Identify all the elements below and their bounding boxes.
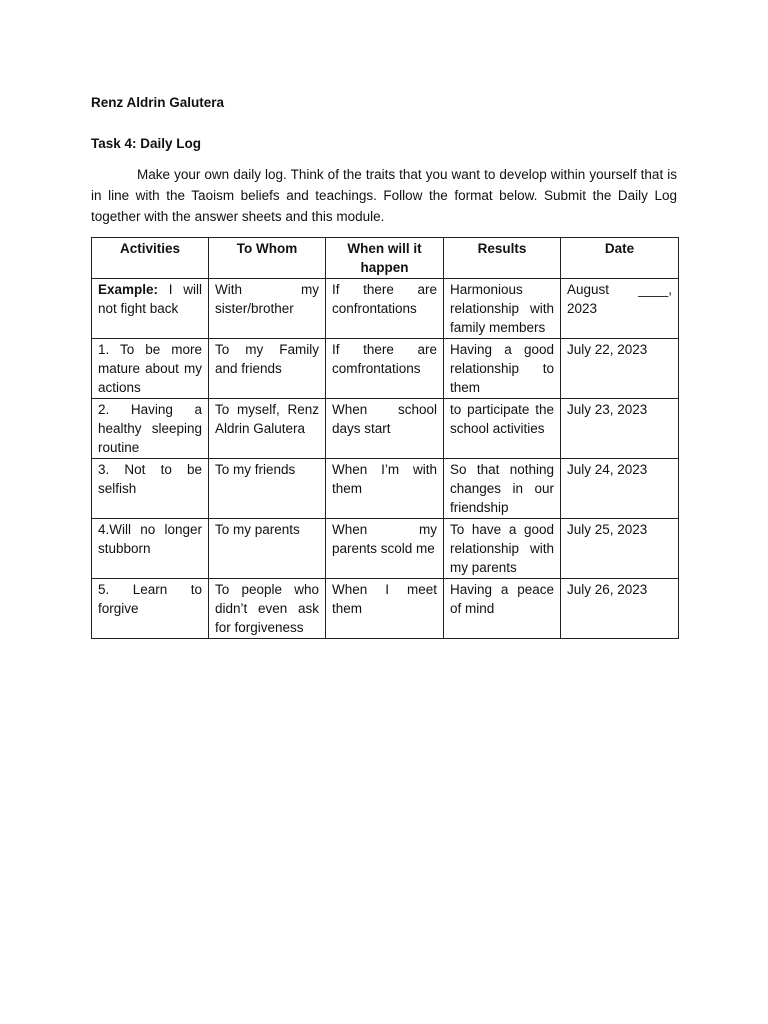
cell-activity: 3. Not to be selfish (92, 459, 209, 519)
cell-activity: 1. To be more mature about my actions (92, 339, 209, 399)
cell-to-whom: To my Family and friends (209, 339, 326, 399)
cell-date: July 26, 2023 (561, 579, 679, 639)
example-label: Example: (98, 282, 159, 297)
cell-activity: 5. Learn to forgive (92, 579, 209, 639)
header-results: Results (444, 238, 561, 279)
header-date: Date (561, 238, 679, 279)
cell-date: July 24, 2023 (561, 459, 679, 519)
cell-when: If there are confrontations (326, 279, 444, 339)
table-header-row (92, 238, 679, 279)
cell-when: When I’m with them (326, 459, 444, 519)
instructions-paragraph: Make your own daily log. Think of the traits that you want to develop within yourself that is in line with the Taoism beliefs and teachings. Follow the format below. Submit the Daily Log together with the answer sheets and this module. (91, 167, 677, 224)
cell-results: Harmonious relationship with family members (444, 279, 561, 339)
cell-when: If there are comfrontations (326, 339, 444, 399)
header-activities: Activities (92, 238, 209, 279)
cell-results: Having a good relationship to them (444, 339, 561, 399)
cell-date: July 25, 2023 (561, 519, 679, 579)
cell-to-whom: To my parents (209, 519, 326, 579)
table-row (92, 579, 679, 639)
header-when: When will it happen (326, 238, 444, 279)
cell-to-whom: To myself, Renz Aldrin Galutera (209, 399, 326, 459)
cell-when: When I meet them (326, 579, 444, 639)
table-row (92, 339, 679, 399)
cell-when: When my parents scold me (326, 519, 444, 579)
cell-activity: 4.Will no longer stubborn (92, 519, 209, 579)
cell-date: August ____, 2023 (561, 279, 679, 339)
cell-activity: 2. Having a healthy sleeping routine (92, 399, 209, 459)
example-activity: I will not fight back (98, 282, 202, 316)
cell-to-whom: To my friends (209, 459, 326, 519)
task-title: Task 4: Daily Log (91, 136, 202, 151)
daily-log-table (91, 237, 679, 639)
table-row-example (92, 279, 679, 339)
cell-date: July 22, 2023 (561, 339, 679, 399)
cell-to-whom: To people who didn’t even ask for forgiveness (209, 579, 326, 639)
table-row (92, 399, 679, 459)
cell-when: When school days start (326, 399, 444, 459)
cell-results: Having a peace of mind (444, 579, 561, 639)
table-row (92, 519, 679, 579)
cell-results: to participate the school activities (444, 399, 561, 459)
cell-date: July 23, 2023 (561, 399, 679, 459)
cell-activity (92, 279, 209, 339)
cell-results: To have a good relationship with my parents (444, 519, 561, 579)
header-to-whom: To Whom (209, 238, 326, 279)
author-name: Renz Aldrin Galutera (91, 95, 225, 110)
cell-to-whom: With my sister/brother (209, 279, 326, 339)
table-row (92, 459, 679, 519)
cell-results: So that nothing changes in our friendship (444, 459, 561, 519)
